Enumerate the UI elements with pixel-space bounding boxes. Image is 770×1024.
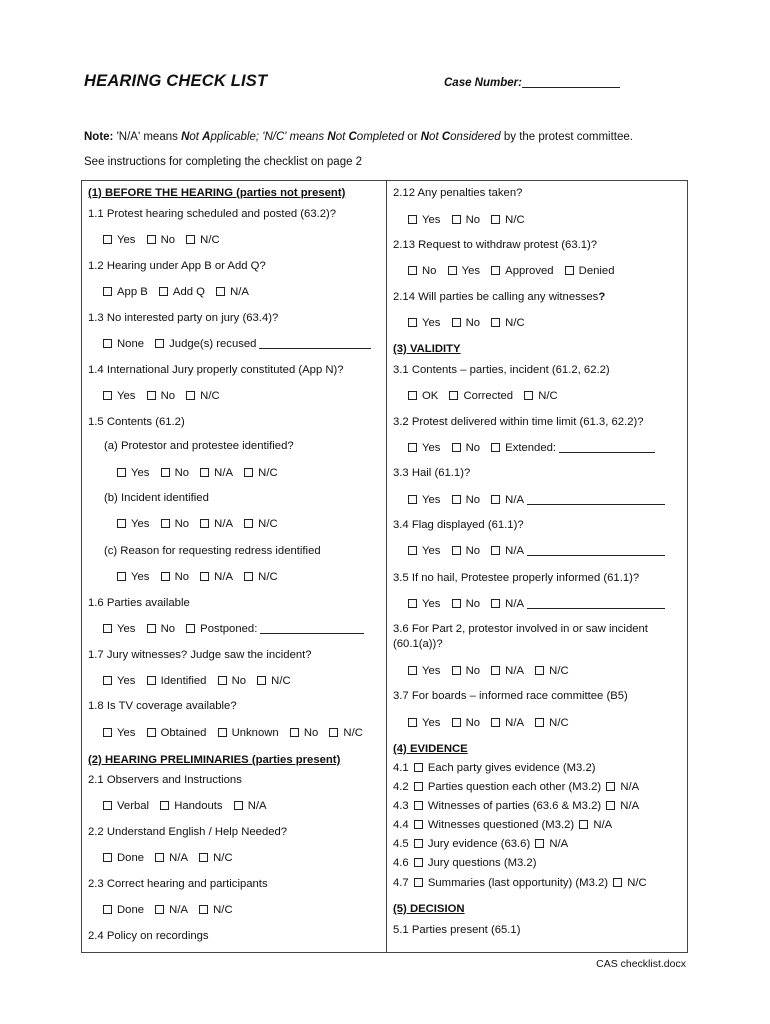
- extended-blank[interactable]: [559, 442, 655, 453]
- checkbox[interactable]: [186, 624, 195, 633]
- options-1-5a: Yes No N/A N/C: [115, 466, 284, 480]
- checkbox[interactable]: [408, 443, 417, 452]
- checkbox[interactable]: [414, 782, 423, 791]
- options-2-12: Yes No N/C: [406, 213, 531, 227]
- checkbox[interactable]: [414, 839, 423, 848]
- checkbox[interactable]: [155, 339, 164, 348]
- checkbox[interactable]: [491, 266, 500, 275]
- checkbox[interactable]: [103, 801, 112, 810]
- options-2-3: Done N/A N/C: [101, 903, 239, 917]
- options-3-1: OK Corrected N/C: [406, 389, 564, 403]
- checkbox[interactable]: [414, 878, 423, 887]
- checkbox[interactable]: [199, 905, 208, 914]
- checkbox[interactable]: [329, 728, 338, 737]
- checkbox[interactable]: [161, 572, 170, 581]
- question-3-3: 3.3 Hail (61.1)?: [393, 467, 471, 479]
- checkbox[interactable]: [408, 318, 417, 327]
- checkbox[interactable]: [408, 391, 417, 400]
- page-title: HEARING CHECK LIST: [84, 72, 268, 90]
- checkbox[interactable]: [200, 519, 209, 528]
- checkbox[interactable]: [103, 905, 112, 914]
- checkbox[interactable]: [452, 546, 461, 555]
- checkbox[interactable]: [186, 391, 195, 400]
- evidence-item-4-1: 4.1 Each party gives evidence (M3.2): [393, 762, 596, 774]
- note-line: Note: 'N/A' means Not Applicable; 'N/C' means Not Completed or Not Considered by the protest committee.: [84, 131, 633, 143]
- checkbox[interactable]: [117, 468, 126, 477]
- checkbox[interactable]: [103, 235, 112, 244]
- evidence-item-4-7: 4.7 Summaries (last opportunity) (M3.2) N/C: [393, 877, 647, 889]
- checkbox[interactable]: [491, 443, 500, 452]
- checkbox[interactable]: [408, 546, 417, 555]
- checkbox[interactable]: [408, 666, 417, 675]
- checkbox[interactable]: [200, 572, 209, 581]
- checkbox[interactable]: [452, 318, 461, 327]
- checkbox[interactable]: [606, 782, 615, 791]
- question-2-12: 2.12 Any penalties taken?: [393, 187, 523, 199]
- question-3-1: 3.1 Contents – parties, incident (61.2, 62.2): [393, 364, 610, 376]
- question-3-5: 3.5 If no hail, Protestee properly informed (61.1)?: [393, 572, 640, 584]
- checkbox[interactable]: [155, 905, 164, 914]
- checkbox[interactable]: [414, 858, 423, 867]
- checkbox[interactable]: [147, 391, 156, 400]
- question-1-3: 1.3 No interested party on jury (63.4)?: [88, 312, 279, 324]
- checkbox[interactable]: [613, 878, 622, 887]
- checkbox[interactable]: [579, 820, 588, 829]
- options-1-2: App B Add Q N/A: [101, 285, 255, 299]
- options-3-4: Yes No N/A: [406, 544, 665, 558]
- question-1-8: 1.8 Is TV coverage available?: [88, 700, 237, 712]
- checkbox[interactable]: [408, 718, 417, 727]
- checkbox[interactable]: [200, 468, 209, 477]
- postponed-blank[interactable]: [260, 623, 364, 634]
- recused-blank[interactable]: [259, 338, 371, 349]
- section-2-heading: (2) HEARING PRELIMINARIES (parties present): [88, 754, 341, 766]
- question-1-2: 1.2 Hearing under App B or Add Q?: [88, 260, 266, 272]
- checkbox[interactable]: [186, 235, 195, 244]
- question-1-4: 1.4 International Jury properly constituted (App N)?: [88, 364, 344, 376]
- checkbox[interactable]: [491, 495, 500, 504]
- section-4-heading: (4) EVIDENCE: [393, 743, 468, 755]
- options-1-8: Yes Obtained Unknown No N/C: [101, 726, 369, 740]
- checkbox[interactable]: [155, 853, 164, 862]
- checkbox[interactable]: [161, 468, 170, 477]
- checkbox[interactable]: [159, 287, 168, 296]
- checkbox[interactable]: [414, 801, 423, 810]
- checkbox[interactable]: [160, 801, 169, 810]
- checkbox[interactable]: [452, 718, 461, 727]
- checkbox[interactable]: [414, 763, 423, 772]
- checkbox[interactable]: [103, 624, 112, 633]
- options-3-3: Yes No N/A: [406, 493, 665, 507]
- checkbox[interactable]: [199, 853, 208, 862]
- checkbox[interactable]: [117, 572, 126, 581]
- checkbox[interactable]: [103, 287, 112, 296]
- checkbox[interactable]: [147, 676, 156, 685]
- section-5-heading: (5) DECISION: [393, 903, 465, 915]
- checkbox[interactable]: [491, 666, 500, 675]
- question-3-2: 3.2 Protest delivered within time limit (61.3, 62.2)?: [393, 416, 644, 428]
- column-divider: [386, 180, 387, 953]
- informed-blank[interactable]: [527, 598, 665, 609]
- question-1-5: 1.5 Contents (61.2): [88, 416, 185, 428]
- checkbox[interactable]: [452, 666, 461, 675]
- checkbox[interactable]: [452, 215, 461, 224]
- checkbox[interactable]: [491, 718, 500, 727]
- evidence-item-4-3: 4.3 Witnesses of parties (63.6 & M3.2) N/A: [393, 800, 640, 812]
- checkbox[interactable]: [147, 624, 156, 633]
- checkbox[interactable]: [290, 728, 299, 737]
- question-3-6-line-2: (60.1(a))?: [393, 638, 443, 650]
- checkbox[interactable]: [414, 820, 423, 829]
- question-1-5b: (b) Incident identified: [104, 492, 209, 504]
- options-1-4: Yes No N/C: [101, 389, 226, 403]
- checkbox[interactable]: [216, 287, 225, 296]
- checkbox[interactable]: [257, 676, 266, 685]
- case-number-field[interactable]: [444, 77, 620, 89]
- question-1-5c: (c) Reason for requesting redress identified: [104, 545, 321, 557]
- checkbox[interactable]: [234, 801, 243, 810]
- question-2-13: 2.13 Request to withdraw protest (63.1)?: [393, 239, 598, 251]
- checkbox[interactable]: [147, 235, 156, 244]
- flag-blank[interactable]: [527, 545, 665, 556]
- checkbox[interactable]: [448, 266, 457, 275]
- footer-filename: CAS checklist.docx: [596, 958, 686, 970]
- options-1-7: Yes Identified No N/C: [101, 674, 297, 688]
- checkbox[interactable]: [565, 266, 574, 275]
- question-2-3: 2.3 Correct hearing and participants: [88, 878, 268, 890]
- checkbox[interactable]: [244, 572, 253, 581]
- options-1-5b: Yes No N/A N/C: [115, 517, 284, 531]
- checkbox[interactable]: [491, 546, 500, 555]
- instructions-line: See instructions for completing the checklist on page 2: [84, 156, 363, 168]
- question-1-5a: (a) Protestor and protestee identified?: [104, 440, 294, 452]
- checkbox[interactable]: [103, 728, 112, 737]
- checkbox[interactable]: [103, 339, 112, 348]
- checkbox[interactable]: [535, 718, 544, 727]
- options-1-5c: Yes No N/A N/C: [115, 570, 284, 584]
- checkbox[interactable]: [161, 519, 170, 528]
- checkbox[interactable]: [147, 728, 156, 737]
- question-2-1: 2.1 Observers and Instructions: [88, 774, 242, 786]
- checkbox[interactable]: [408, 215, 417, 224]
- options-3-2: Yes No Extended:: [406, 441, 655, 455]
- question-1-1: 1.1 Protest hearing scheduled and posted (63.2)?: [88, 208, 337, 220]
- options-3-5: Yes No N/A: [406, 597, 665, 611]
- hail-blank[interactable]: [527, 494, 665, 505]
- options-2-1: Verbal Handouts N/A: [101, 799, 273, 813]
- question-2-4: 2.4 Policy on recordings: [88, 930, 209, 942]
- checkbox[interactable]: [449, 391, 458, 400]
- checkbox[interactable]: [218, 728, 227, 737]
- checkbox[interactable]: [491, 215, 500, 224]
- case-number-label: Case Number:: [444, 77, 522, 89]
- options-2-13: No Yes Approved Denied: [406, 264, 620, 278]
- checkbox[interactable]: [244, 468, 253, 477]
- checkbox[interactable]: [408, 266, 417, 275]
- options-1-3: None Judge(s) recused: [101, 337, 371, 351]
- section-1-heading: (1) BEFORE THE HEARING (parties not present): [88, 187, 346, 199]
- checkbox[interactable]: [103, 853, 112, 862]
- evidence-item-4-5: 4.5 Jury evidence (63.6) N/A: [393, 838, 569, 850]
- checkbox[interactable]: [244, 519, 253, 528]
- checkbox[interactable]: [606, 801, 615, 810]
- question-2-2: 2.2 Understand English / Help Needed?: [88, 826, 288, 838]
- question-5-1: 5.1 Parties present (65.1): [393, 924, 521, 936]
- checkbox[interactable]: [535, 666, 544, 675]
- checkbox[interactable]: [103, 391, 112, 400]
- checkbox[interactable]: [452, 495, 461, 504]
- checkbox[interactable]: [117, 519, 126, 528]
- checkbox[interactable]: [408, 599, 417, 608]
- checkbox[interactable]: [491, 599, 500, 608]
- evidence-item-4-6: 4.6 Jury questions (M3.2): [393, 857, 537, 869]
- checkbox[interactable]: [408, 495, 417, 504]
- options-1-1: Yes No N/C: [101, 233, 226, 247]
- question-2-14: 2.14 Will parties be calling any witnesses?: [393, 291, 606, 303]
- checkbox[interactable]: [535, 839, 544, 848]
- section-3-heading: (3) VALIDITY: [393, 343, 461, 355]
- checkbox[interactable]: [103, 676, 112, 685]
- options-3-7: Yes No N/A N/C: [406, 716, 575, 730]
- checkbox[interactable]: [452, 599, 461, 608]
- question-1-6: 1.6 Parties available: [88, 597, 190, 609]
- evidence-item-4-2: 4.2 Parties question each other (M3.2) N/A: [393, 781, 640, 793]
- evidence-item-4-4: 4.4 Witnesses questioned (M3.2) N/A: [393, 819, 613, 831]
- options-3-6: Yes No N/A N/C: [406, 664, 575, 678]
- checkbox[interactable]: [218, 676, 227, 685]
- checkbox[interactable]: [491, 318, 500, 327]
- question-3-7: 3.7 For boards – informed race committee (B5): [393, 690, 628, 702]
- options-2-2: Done N/A N/C: [101, 851, 239, 865]
- options-2-14: Yes No N/C: [406, 316, 531, 330]
- question-1-7: 1.7 Jury witnesses? Judge saw the incident?: [88, 649, 312, 661]
- question-3-6-line-1: 3.6 For Part 2, protestor involved in or saw incident: [393, 623, 648, 635]
- checkbox[interactable]: [524, 391, 533, 400]
- checkbox[interactable]: [452, 443, 461, 452]
- question-3-4: 3.4 Flag displayed (61.1)?: [393, 519, 524, 531]
- options-1-6: Yes No Postponed:: [101, 622, 364, 636]
